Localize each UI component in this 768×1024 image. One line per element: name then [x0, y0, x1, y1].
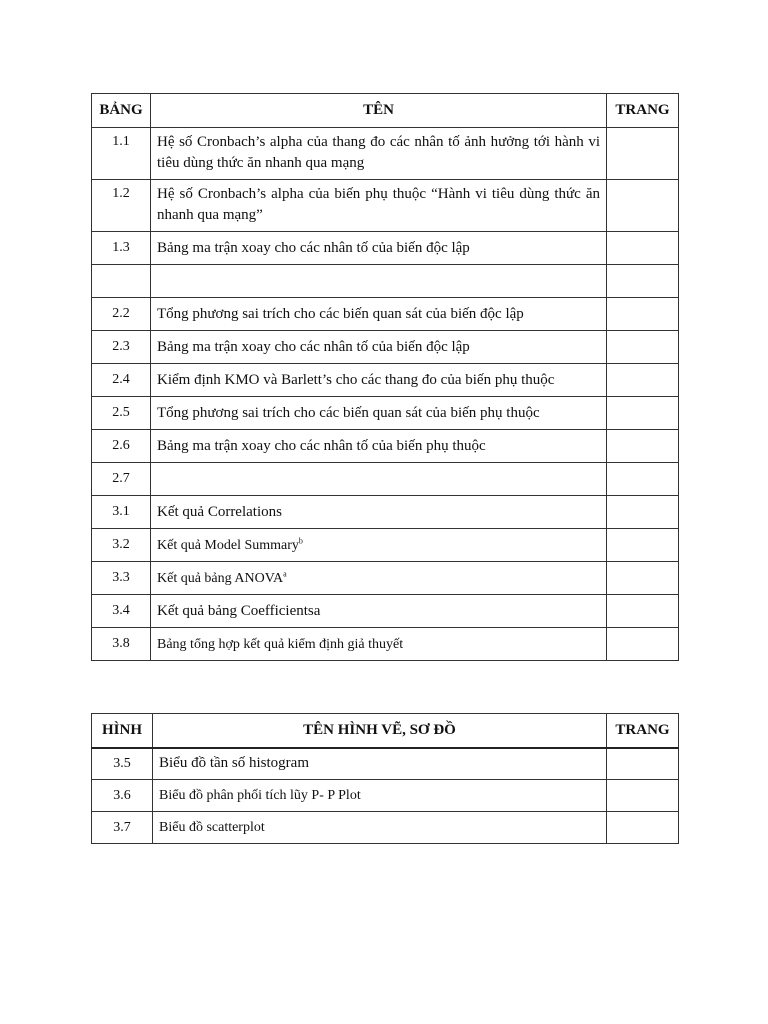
- header-page: TRANG: [607, 714, 679, 748]
- row-number: 1.2: [92, 180, 151, 232]
- row-name: [151, 463, 607, 496]
- table-row: [92, 331, 679, 364]
- table-row: [92, 180, 679, 232]
- row-number: 3.6: [92, 780, 153, 812]
- table-header-row: [92, 714, 679, 748]
- header-number: BẢNG: [92, 94, 151, 128]
- table-row: [92, 265, 679, 298]
- row-page: [607, 232, 679, 265]
- row-name-text: Kết quả bảng ANOVA: [157, 570, 284, 586]
- row-name-superscript: a: [283, 568, 287, 578]
- row-name: Biểu đồ phân phối tích lũy P- P Plot: [153, 780, 607, 812]
- row-number: 2.6: [92, 430, 151, 463]
- row-name: Tổng phương sai trích cho các biến quan sát của biến độc lập: [151, 298, 607, 331]
- table-row: [92, 232, 679, 265]
- row-name: Hệ số Cronbach’s alpha của thang đo các nhân tố ảnh hưởng tới hành vi tiêu dùng thức ăn nhanh qua mạng: [151, 128, 607, 180]
- row-page: [607, 496, 679, 529]
- table-row: [92, 128, 679, 180]
- table-row: [92, 430, 679, 463]
- table-row: [92, 529, 679, 562]
- row-page: [607, 780, 679, 812]
- row-name: Biểu đồ scatterplot: [153, 812, 607, 844]
- row-number: 3.8: [92, 628, 151, 661]
- row-number: [92, 265, 151, 298]
- row-number: 2.4: [92, 364, 151, 397]
- row-number: 1.3: [92, 232, 151, 265]
- row-page: [607, 628, 679, 661]
- row-name: [151, 265, 607, 298]
- row-page: [607, 529, 679, 562]
- row-name: Bảng ma trận xoay cho các nhân tố của biến phụ thuộc: [151, 430, 607, 463]
- table-row: [92, 364, 679, 397]
- row-name: Tổng phương sai trích cho các biến quan sát của biến phụ thuộc: [151, 397, 607, 430]
- table-row: [92, 562, 679, 595]
- row-name: Bảng ma trận xoay cho các nhân tố của biến độc lập: [151, 232, 607, 265]
- header-page: TRANG: [607, 94, 679, 128]
- figure-list: [91, 713, 679, 844]
- row-page: [607, 748, 679, 780]
- row-number: 3.1: [92, 496, 151, 529]
- row-name: Kiểm định KMO và Barlett’s cho các thang đo của biến phụ thuộc: [151, 364, 607, 397]
- table-row: [92, 595, 679, 628]
- row-page: [607, 128, 679, 180]
- row-page: [607, 595, 679, 628]
- table-row: [92, 463, 679, 496]
- table-row: [92, 628, 679, 661]
- row-name: Hệ số Cronbach’s alpha của biến phụ thuộc “Hành vi tiêu dùng thức ăn nhanh qua mạng”: [151, 180, 607, 232]
- table-header-row: [92, 94, 679, 128]
- row-number: 3.7: [92, 812, 153, 844]
- row-name-text: Kết quả Model Summary: [157, 537, 299, 553]
- row-number: 3.2: [92, 529, 151, 562]
- row-page: [607, 562, 679, 595]
- row-page: [607, 430, 679, 463]
- row-page: [607, 397, 679, 430]
- header-name: TÊN HÌNH VẼ, SƠ ĐỒ: [153, 714, 607, 748]
- row-name: Bảng ma trận xoay cho các nhân tố của biến độc lập: [151, 331, 607, 364]
- row-page: [607, 298, 679, 331]
- row-name: Biểu đồ tần số histogram: [153, 748, 607, 780]
- table-list: [91, 93, 679, 661]
- table-row: [92, 780, 679, 812]
- header-name: TÊN: [151, 94, 607, 128]
- row-name: Kết quả Correlations: [151, 496, 607, 529]
- row-page: [607, 463, 679, 496]
- row-name: Kết quả bảng Coefficientsa: [151, 595, 607, 628]
- row-name-superscript: b: [298, 535, 303, 545]
- row-page: [607, 265, 679, 298]
- row-name: Bảng tổng hợp kết quả kiểm định giả thuyết: [151, 628, 607, 661]
- row-page: [607, 812, 679, 844]
- row-name: [151, 529, 607, 562]
- row-number: 1.1: [92, 128, 151, 180]
- table-row: [92, 298, 679, 331]
- header-number: HÌNH: [92, 714, 153, 748]
- row-page: [607, 180, 679, 232]
- row-page: [607, 331, 679, 364]
- row-number: 3.3: [92, 562, 151, 595]
- row-number: 2.2: [92, 298, 151, 331]
- row-number: 2.3: [92, 331, 151, 364]
- row-name: [151, 562, 607, 595]
- table-row: [92, 748, 679, 780]
- table-row: [92, 812, 679, 844]
- row-number: 3.4: [92, 595, 151, 628]
- row-number: 2.7: [92, 463, 151, 496]
- row-number: 3.5: [92, 748, 153, 780]
- table-row: [92, 397, 679, 430]
- row-page: [607, 364, 679, 397]
- table-row: [92, 496, 679, 529]
- row-number: 2.5: [92, 397, 151, 430]
